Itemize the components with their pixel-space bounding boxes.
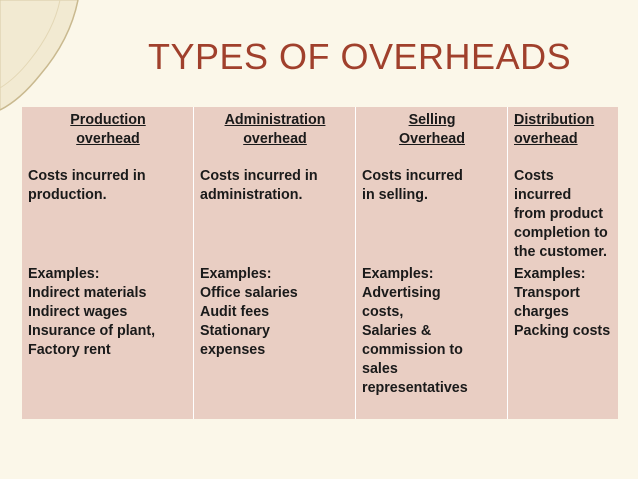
distribution-description: Costs incurred from product completion to the customer. [514,168,608,260]
administration-heading: Administration overhead [224,112,326,147]
distribution-heading: Distribution overhead [514,112,595,147]
slide-title: TYPES OF OVERHEADS [148,36,572,77]
distribution-column [508,107,619,419]
production-examples: Examples: Indirect materials Indirect wages Insurance of plant, Factory rent [28,266,156,358]
production-heading: Production overhead [70,112,146,147]
selling-heading: Selling Overhead [399,112,465,147]
production-column [22,107,194,419]
selling-description: Costs incurred in selling. [362,168,463,203]
selling-examples: Examples: Advertising costs, Salaries & commission to sales representatives [362,266,468,396]
distribution-examples: Examples: Transport charges Packing costs [514,266,611,339]
production-description: Costs incurred in production. [28,168,146,203]
table-row [22,107,618,419]
administration-examples: Examples: Office salaries Audit fees Stationary expenses [200,266,298,358]
administration-column [194,107,356,419]
administration-description: Costs incurred in administration. [200,168,318,203]
selling-column [356,107,508,419]
overheads-table [22,107,618,419]
